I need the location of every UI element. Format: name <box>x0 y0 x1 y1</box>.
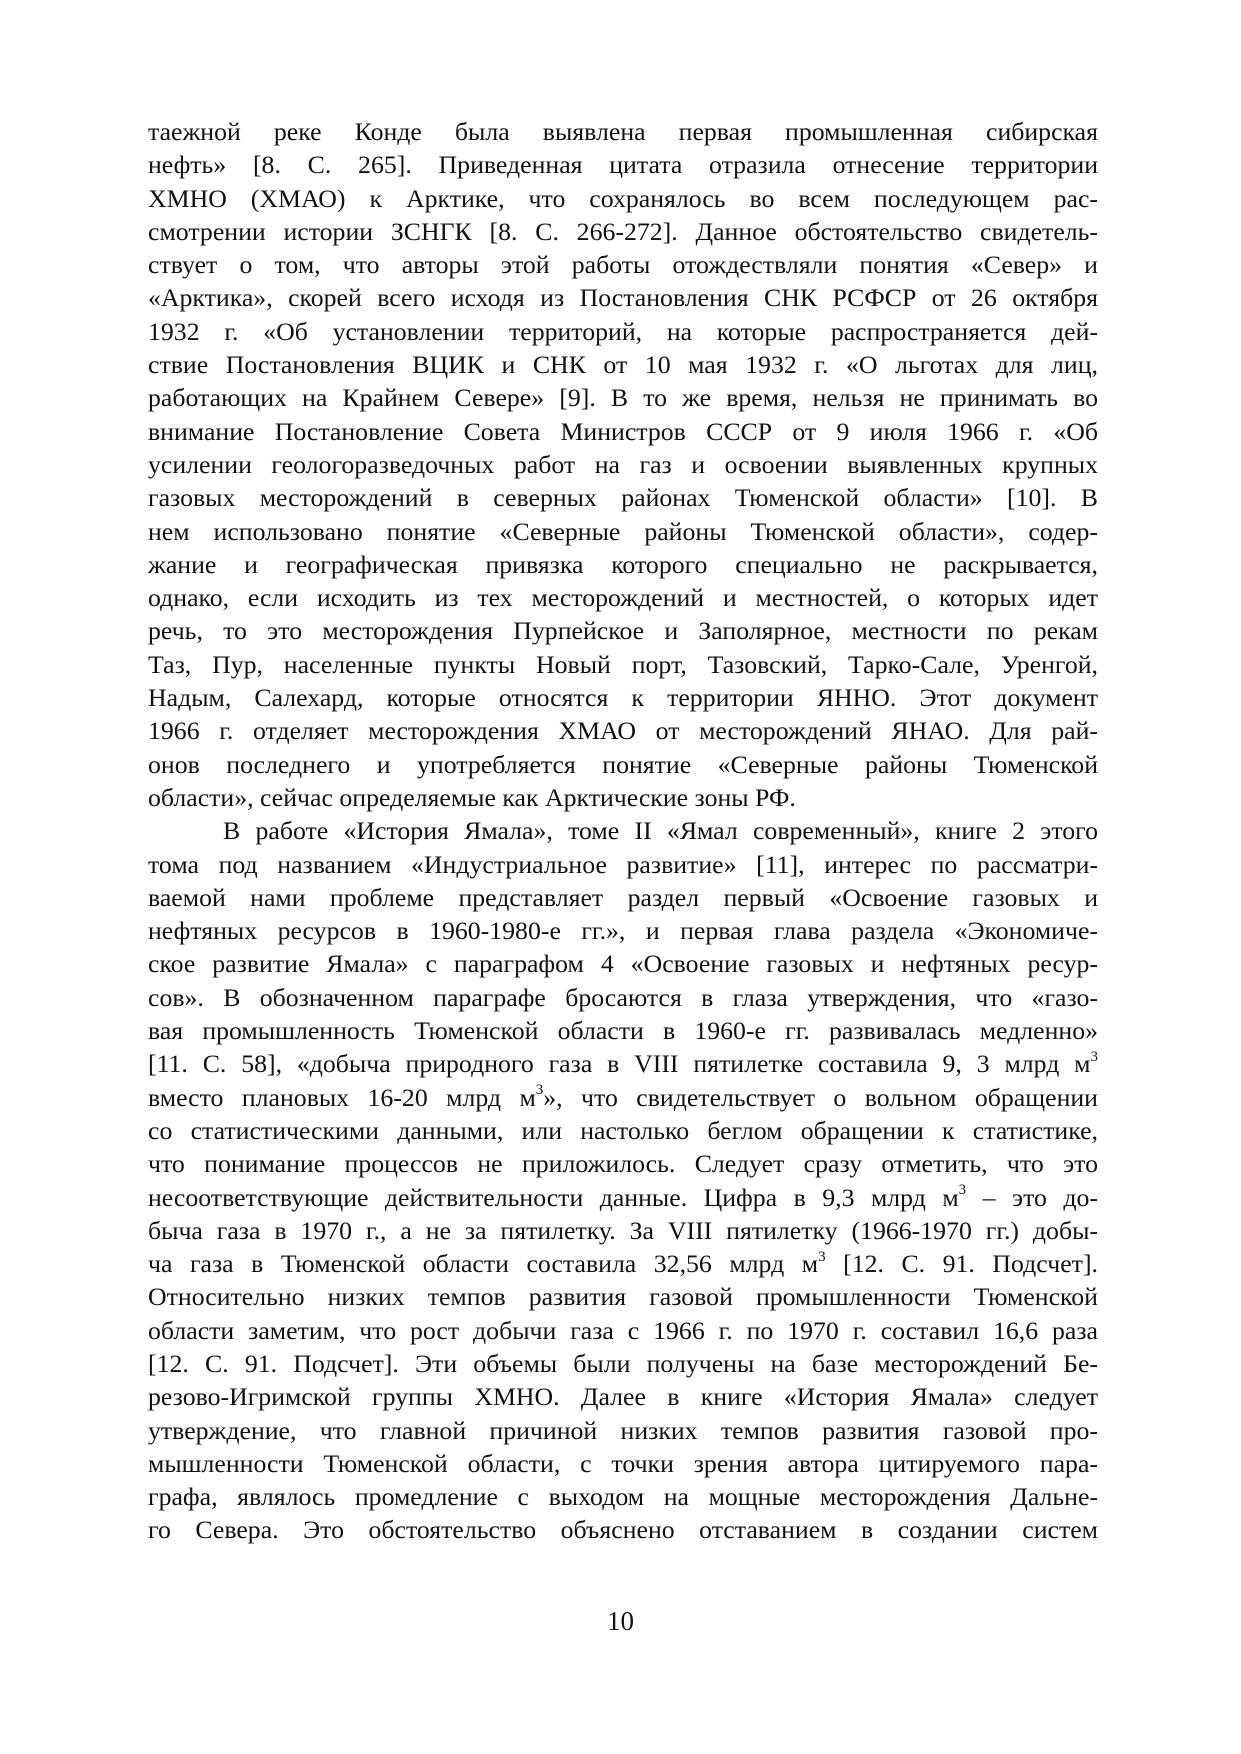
text-line: Таз, Пур, населенные пункты Новый порт, Тазовский, Тарко-Сале, Уренгой, <box>148 649 1098 679</box>
text-line: нефтяных ресурсов в 1960-1980-е гг.», и первая глава раздела «Экономиче- <box>148 916 1098 946</box>
text-line: ваемой нами проблеме представляет раздел первый «Освоение газовых и <box>148 882 1098 912</box>
text-line: быча газа в 1970 г., а не за пятилетку. За VIII пятилетку (1966-1970 гг.) добы- <box>148 1215 1098 1245</box>
text-line: однако, если исходить из тех месторождений и местностей, о которых идет <box>148 583 1098 613</box>
text-line: работающих на Крайнем Севере» [9]. В то же время, нельзя не принимать во <box>148 383 1098 413</box>
text-line: Надым, Салехард, которые относятся к территории ЯННО. Этот документ <box>148 683 1098 713</box>
text-line: мышленности Тюменской области, с точки зрения автора цитируемого пара- <box>148 1448 1098 1478</box>
text-line: онов последнего и употребляется понятие «Северные районы Тюменской <box>148 749 1098 779</box>
text-segment: », что свидетельствует о вольном обращении <box>543 1082 1098 1112</box>
text-line: нефть» [8. С. 265]. Приведенная цитата отразила отнесение территории <box>148 150 1098 180</box>
text-line <box>148 1247 1098 1280</box>
text-line: речь, то это месторождения Пурпейское и Заполярное, местности по рекам <box>148 616 1098 646</box>
text-line: «Арктика», скорей всего исходя из Постановления СНК РСФСР от 26 октября <box>148 283 1098 313</box>
text-line: нем использовано понятие «Северные районы Тюменской области», содер- <box>148 516 1098 546</box>
text-segment: – это до- <box>966 1182 1098 1212</box>
text-line: усилении геологоразведочных работ на газ и освоении выявленных крупных <box>148 449 1098 479</box>
text-line <box>148 1047 1098 1080</box>
text-line: со статистическими данными, или настолько беглом обращении к статистике, <box>148 1115 1098 1145</box>
text-line: утверждение, что главной причиной низких темпов развития газовой про- <box>148 1415 1098 1445</box>
text-line: го Севера. Это обстоятельство объяснено отставанием в создании систем <box>148 1515 1098 1545</box>
superscript-cube: 3 <box>535 1082 544 1099</box>
paragraph-2 <box>148 814 1098 1547</box>
text-line: ствует о том, что авторы этой работы отождествляли понятия «Север» и <box>148 250 1098 280</box>
text-line: 1966 г. отделяет месторождения ХМАО от месторождений ЯНАО. Для рай- <box>148 716 1098 746</box>
text-line: области заметим, что рост добычи газа с 1966 г. по 1970 г. составил 16,6 раза <box>148 1315 1098 1345</box>
body-text <box>148 115 1098 1547</box>
text-line: области», сейчас определяемые как Арктические зоны РФ. <box>148 782 796 812</box>
text-segment: [11. С. 58], «добыча природного газа в VIII пятилетке составила 9, 3 млрд м <box>148 1049 1091 1079</box>
text-line: резово-Игримской группы ХМНО. Далее в книге «История Ямала» следует <box>148 1382 1098 1412</box>
text-line: графа, являлось промедление с выходом на мощные месторождения Дальне- <box>148 1482 1098 1512</box>
text-segment: ча газа в Тюменской области составила 32,56 млрд м <box>148 1249 819 1279</box>
text-line: таежной реке Конде была выявлена первая промышленная сибирская <box>148 117 1098 146</box>
text-line: вая промышленность Тюменской области в 1960-е гг. развивалась медленно» <box>148 1016 1098 1046</box>
text-segment: несоответствующие действительности данные. Цифра в 9,3 млрд м <box>148 1182 959 1212</box>
text-line <box>148 1181 1098 1214</box>
text-segment: [12. С. 91. Подсчет]. <box>825 1249 1098 1279</box>
text-line: тома под названием «Индустриальное развитие» [11], интерес по рассматри- <box>148 849 1098 879</box>
text-line: ское развитие Ямала» с параграфом 4 «Освоение газовых и нефтяных ресур- <box>148 949 1098 979</box>
text-line: ХМНО (ХМАО) к Арктике, что сохранялось во всем последующем рас- <box>148 183 1098 213</box>
text-line: Относительно низких темпов развития газовой промышленности Тюменской <box>148 1282 1098 1312</box>
superscript-cube: 3 <box>958 1181 967 1198</box>
superscript-cube: 3 <box>1090 1048 1098 1065</box>
superscript-cube: 3 <box>818 1248 826 1265</box>
text-segment: вместо плановых 16-20 млрд м <box>148 1082 536 1112</box>
text-line: что понимание процессов не приложилось. Следует сразу отметить, что это <box>148 1149 1098 1179</box>
text-line: смотрении истории ЗСНГК [8. С. 266-272]. Данное обстоятельство свидетель- <box>148 216 1098 246</box>
text-line: газовых месторождений в северных районах Тюменской области» [10]. В <box>148 483 1098 513</box>
text-line <box>148 1081 1098 1114</box>
text-line: 1932 г. «Об установлении территорий, на которые распространяется дей- <box>148 316 1098 346</box>
text-line: сов». В обозначенном параграфе бросаются в глаза утверждения, что «газо- <box>148 982 1098 1012</box>
text-line: жание и географическая привязка которого специально не раскрывается, <box>148 549 1098 579</box>
text-line: [12. С. 91. Подсчет]. Эти объемы были получены на базе месторождений Бе- <box>148 1348 1098 1378</box>
text-line: ствие Постановления ВЦИК и СНК от 10 мая 1932 г. «О льготах для лиц, <box>148 350 1098 380</box>
page-number: 10 <box>607 1606 634 1636</box>
text-line: В работе «История Ямала», томе II «Ямал современный», книге 2 этого <box>223 816 1098 846</box>
text-line: внимание Постановление Совета Министров СССР от 9 июля 1966 г. «Об <box>148 416 1098 446</box>
paragraph-1 <box>148 115 1098 814</box>
